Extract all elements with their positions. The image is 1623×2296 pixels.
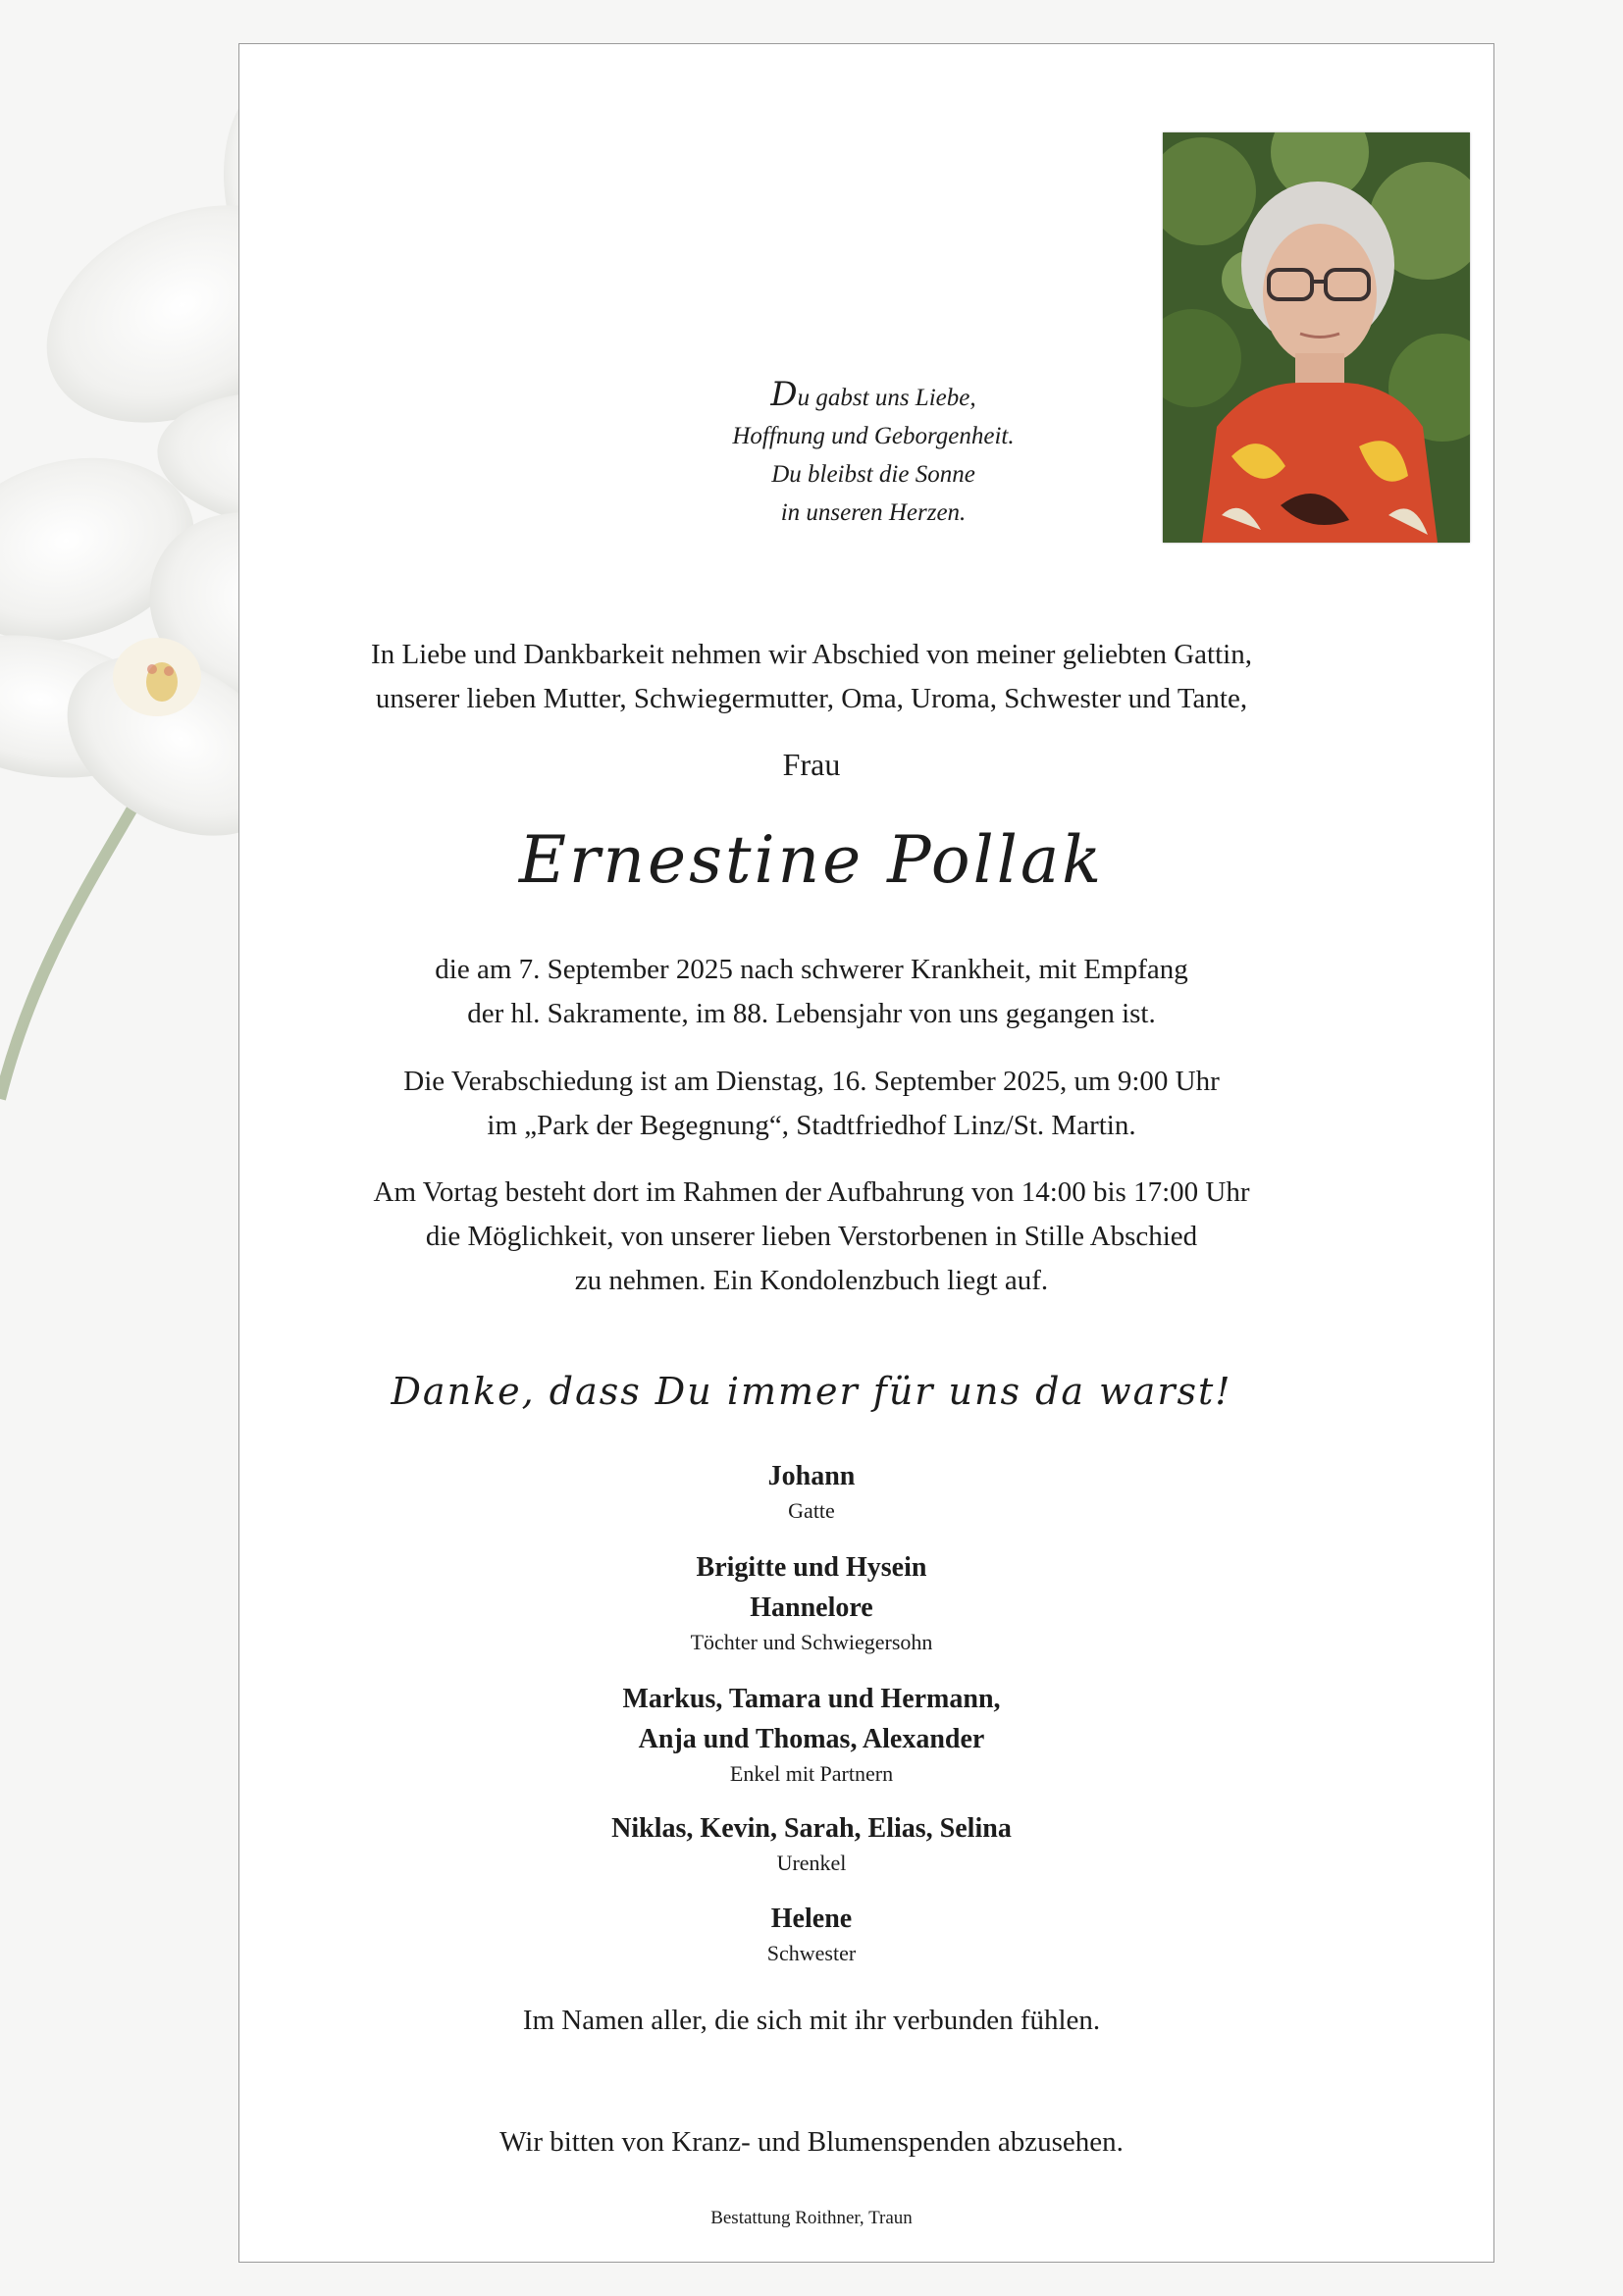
intro-line-2: unserer lieben Mutter, Schwiegermutter, Oma, Uroma, Schwester und Tante, xyxy=(375,683,1248,714)
no-flowers-request: Wir bitten von Kranz- und Blumenspenden abzusehen. xyxy=(499,2126,1124,2158)
farewell-line-1: Die Verabschiedung ist am Dienstag, 16. September 2025, um 9:00 Uhr xyxy=(403,1066,1220,1097)
death-notice xyxy=(0,948,1623,1036)
salutation: Frau xyxy=(782,747,841,782)
undertaker-credit: Bestattung Roithner, Traun xyxy=(710,2208,913,2228)
family-group xyxy=(0,1808,1623,1878)
portrait-photo xyxy=(1163,132,1470,543)
poem-drop-cap: D xyxy=(770,375,798,414)
family-role: Urenkel xyxy=(776,1851,847,1875)
in-the-name-line: Im Namen aller, die sich mit ihr verbunden fühlen. xyxy=(522,2005,1101,2036)
family-role: Töchter und Schwiegersohn xyxy=(690,1630,933,1654)
family-name: Niklas, Kevin, Sarah, Elias, Selina xyxy=(611,1813,1012,1844)
family-name: Markus, Tamara und Hermann, xyxy=(622,1684,1001,1714)
family-role: Gatte xyxy=(788,1498,835,1523)
family-name: Brigitte und Hysein xyxy=(696,1552,927,1583)
death-notice-line-1: die am 7. September 2025 nach schwerer Krankheit, mit Empfang xyxy=(435,954,1188,985)
family-group xyxy=(0,1456,1623,1526)
family-group xyxy=(0,1679,1623,1789)
deceased-name: Ernestine Pollak xyxy=(518,822,1105,898)
poem-line-3: Du bleibst die Sonne xyxy=(771,461,975,488)
intro-line-1: In Liebe und Dankbarkeit nehmen wir Abschied von meiner geliebten Gattin, xyxy=(371,639,1252,670)
farewell-info xyxy=(0,1060,1623,1148)
viewing-line-3: zu nehmen. Ein Kondolenzbuch liegt auf. xyxy=(574,1265,1049,1296)
farewell-line-2: im „Park der Begegnung“, Stadtfriedhof Linz/St. Martin. xyxy=(487,1110,1136,1141)
poem xyxy=(667,376,1079,532)
death-notice-line-2: der hl. Sakramente, im 88. Lebensjahr von uns gegangen ist. xyxy=(467,998,1156,1029)
family-name: Johann xyxy=(767,1461,856,1491)
intro-paragraph xyxy=(0,633,1623,721)
poem-line-4: in unseren Herzen. xyxy=(780,499,967,526)
viewing-line-2: die Möglichkeit, von unserer lieben Verstorbenen in Stille Abschied xyxy=(425,1221,1198,1252)
poem-line-1: Du gabst uns Liebe, xyxy=(770,375,976,414)
viewing-info xyxy=(0,1171,1623,1303)
family-role: Schwester xyxy=(766,1941,857,1965)
viewing-line-1: Am Vortag besteht dort im Rahmen der Aufbahrung von 14:00 bis 17:00 Uhr xyxy=(373,1176,1250,1208)
poem-line-2: Hoffnung und Geborgenheit. xyxy=(732,423,1015,449)
family-group xyxy=(0,1899,1623,1968)
thanks-line: Danke, dass Du immer für uns da warst! xyxy=(391,1370,1232,1413)
family-name: Hannelore xyxy=(750,1592,873,1623)
family-role: Enkel mit Partnern xyxy=(729,1761,894,1786)
family-name: Anja und Thomas, Alexander xyxy=(638,1724,985,1754)
family-name: Helene xyxy=(770,1904,853,1934)
family-group xyxy=(0,1547,1623,1657)
